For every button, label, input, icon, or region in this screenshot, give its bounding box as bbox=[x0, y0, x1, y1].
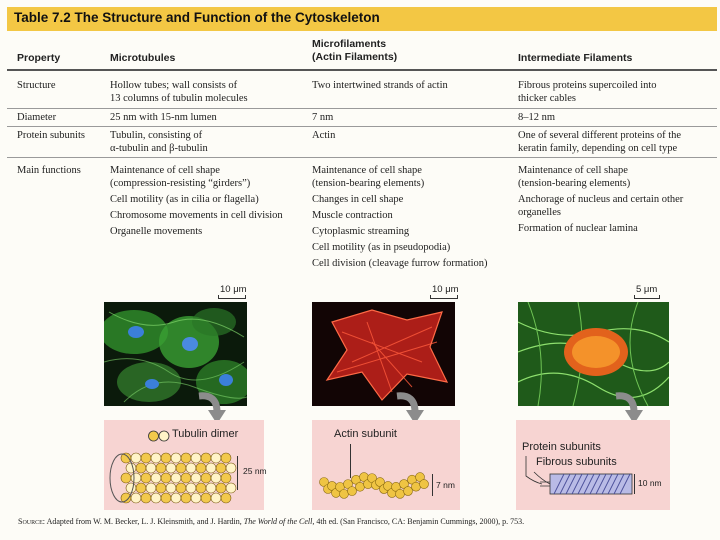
tubulin-bead bbox=[126, 463, 136, 473]
protein-subunits-label: Protein subunits bbox=[522, 441, 601, 453]
actin-bead bbox=[356, 482, 365, 491]
tubulin-bead bbox=[151, 473, 161, 483]
scale-bar-microtubules bbox=[218, 298, 246, 299]
tubulin-bead bbox=[141, 453, 151, 463]
tubulin-bead bbox=[161, 473, 171, 483]
tubulin-dimer-icon bbox=[148, 430, 170, 442]
actin-filament-illustration bbox=[318, 472, 430, 502]
source-footnote bbox=[18, 517, 524, 526]
table-title: Table 7.2 The Structure and Function of the Cytoskeleton bbox=[14, 10, 380, 25]
function-item: Chromosome movements in cell division bbox=[110, 210, 283, 221]
cell-subunits-microfilaments: Actin bbox=[312, 130, 336, 141]
microtubule-dimension-label: 25 nm bbox=[243, 466, 267, 476]
function-item: Maintenance of cell shape (tension-bearing elements) bbox=[312, 165, 425, 189]
tubulin-bead bbox=[201, 453, 211, 463]
tubulin-bead bbox=[131, 453, 141, 463]
tubulin-dimer-label: Tubulin dimer bbox=[172, 428, 239, 440]
cell-diameter-microtubules: 25 nm with 15-nm lumen bbox=[110, 112, 217, 123]
cell-subunits-intermediate: One of several different proteins of the keratin family, depending on cell type bbox=[518, 130, 682, 154]
cell-diameter-microfilaments: 7 nm bbox=[312, 112, 334, 123]
cell-subunits-microtubules: Tubulin, consisting of α-tubulin and β-tubulin bbox=[110, 130, 208, 154]
tubulin-bead bbox=[141, 473, 151, 483]
function-item: Cell motility (as in pseudopodia) bbox=[312, 242, 451, 253]
intermediate-dimension-label: 10 nm bbox=[638, 478, 662, 488]
tubulin-bead bbox=[131, 493, 141, 503]
function-item: Cytoplasmic streaming bbox=[312, 226, 410, 237]
footnote-tail: , 4th ed. (San Francisco, CA: Benjamin Cummings, 2000), p. 753. bbox=[312, 517, 525, 526]
actin-dimension-label: 7 nm bbox=[436, 480, 455, 490]
header-rule bbox=[7, 69, 717, 71]
scale-label-microtubules: 10 μm bbox=[220, 284, 247, 295]
row-label-protein-subunits: Protein subunits bbox=[17, 130, 85, 141]
tubulin-bead bbox=[136, 483, 146, 493]
tubulin-bead bbox=[216, 483, 226, 493]
tubulin-bead bbox=[191, 453, 201, 463]
tubulin-bead bbox=[181, 473, 191, 483]
row-label-diameter: Diameter bbox=[17, 112, 57, 123]
microfilament-diagram bbox=[312, 420, 460, 510]
header-microfilaments: Microfilaments (Actin Filaments) bbox=[312, 38, 398, 63]
tubulin-bead bbox=[136, 463, 146, 473]
tubulin-bead bbox=[201, 473, 211, 483]
cell-structure-microtubules: Hollow tubes; wall consists of 13 columns of tubulin molecules bbox=[110, 80, 248, 104]
actin-bead bbox=[404, 487, 413, 496]
functions-list-intermediate bbox=[518, 164, 713, 238]
microtubule-dimension-line bbox=[237, 456, 238, 490]
tubulin-bead bbox=[201, 493, 211, 503]
cell-structure-intermediate: Fibrous proteins supercoiled into thicker cables bbox=[518, 80, 657, 104]
header-property: Property bbox=[17, 52, 61, 64]
tubulin-bead bbox=[191, 473, 201, 483]
cell-structure-microfilaments: Two intertwined strands of actin bbox=[312, 80, 448, 91]
tubulin-bead bbox=[121, 473, 131, 483]
tubulin-bead bbox=[176, 463, 186, 473]
actin-bead bbox=[420, 480, 429, 489]
actin-bead bbox=[412, 482, 421, 491]
header-intermediate-filaments: Intermediate Filaments bbox=[518, 52, 633, 64]
functions-list-microfilaments bbox=[312, 164, 512, 273]
tubulin-bead bbox=[156, 463, 166, 473]
footnote-source-tag: Source: bbox=[18, 517, 46, 526]
tubulin-bead bbox=[171, 473, 181, 483]
tubulin-bead bbox=[171, 453, 181, 463]
microtubule-diagram bbox=[104, 420, 267, 510]
tubulin-bead bbox=[211, 493, 221, 503]
tubulin-bead bbox=[161, 493, 171, 503]
intermediate-dimension-line bbox=[634, 474, 635, 494]
tubulin-bead bbox=[151, 453, 161, 463]
function-item: Changes in cell shape bbox=[312, 194, 404, 205]
tubulin-bead bbox=[151, 493, 161, 503]
tubulin-bead bbox=[146, 483, 156, 493]
actin-subunit-label: Actin subunit bbox=[334, 428, 397, 440]
tubulin-bead bbox=[196, 483, 206, 493]
row-label-structure: Structure bbox=[17, 80, 56, 91]
functions-list-microtubules bbox=[110, 164, 305, 241]
tubulin-bead bbox=[131, 473, 141, 483]
tubulin-bead bbox=[181, 493, 191, 503]
function-item: Cell motility (as in cilia or flagella) bbox=[110, 194, 259, 205]
tubulin-bead bbox=[196, 463, 206, 473]
tubulin-bead bbox=[226, 483, 236, 493]
microtubule-illustration bbox=[108, 446, 238, 508]
function-item: Maintenance of cell shape (compression-resisting “girders”) bbox=[110, 165, 251, 189]
microfilaments-micrograph bbox=[312, 302, 455, 406]
row-divider bbox=[7, 126, 717, 127]
cell-diameter-intermediate: 8–12 nm bbox=[518, 112, 556, 123]
actin-bead bbox=[348, 487, 357, 496]
actin-bead bbox=[396, 489, 405, 498]
intermediate-filament-diagram bbox=[516, 420, 670, 510]
fibrous-subunits-label: Fibrous subunits bbox=[536, 456, 617, 468]
function-item: Maintenance of cell shape (tension-bearing elements) bbox=[518, 165, 631, 189]
tubulin-bead bbox=[206, 483, 216, 493]
tubulin-bead bbox=[211, 453, 221, 463]
tubulin-bead bbox=[146, 463, 156, 473]
intermediate-filament-illustration bbox=[520, 454, 640, 498]
tubulin-bead bbox=[186, 463, 196, 473]
function-item: Muscle contraction bbox=[312, 210, 393, 221]
scale-bar-intermediate bbox=[634, 298, 660, 299]
actin-bead bbox=[340, 489, 349, 498]
tubulin-bead bbox=[221, 453, 231, 463]
tubulin-bead bbox=[211, 473, 221, 483]
tubulin-bead bbox=[166, 463, 176, 473]
row-label-main-functions: Main functions bbox=[17, 165, 81, 176]
tubulin-bead bbox=[191, 493, 201, 503]
tubulin-bead bbox=[166, 483, 176, 493]
tubulin-bead bbox=[221, 473, 231, 483]
scale-bar-microfilaments bbox=[430, 298, 458, 299]
tubulin-bead bbox=[141, 493, 151, 503]
row-divider bbox=[7, 157, 717, 158]
function-item: Anchorage of nucleus and certain other organelles bbox=[518, 194, 684, 218]
tubulin-bead bbox=[171, 493, 181, 503]
tubulin-bead bbox=[126, 483, 136, 493]
tubulin-bead bbox=[156, 483, 166, 493]
tubulin-bead bbox=[206, 463, 216, 473]
actin-dimension-line bbox=[432, 474, 433, 496]
scale-label-microfilaments: 10 μm bbox=[432, 284, 459, 295]
footnote-book-title: The World of the Cell bbox=[243, 517, 313, 526]
tubulin-bead bbox=[216, 463, 226, 473]
header-microtubules: Microtubules bbox=[110, 52, 176, 64]
function-item: Formation of nuclear lamina bbox=[518, 223, 638, 234]
tubulin-bead bbox=[176, 483, 186, 493]
footnote-text: Adapted from W. M. Becker, L. J. Kleinsmith, and J. Hardin, bbox=[45, 517, 244, 526]
function-item: Cell division (cleavage furrow formation) bbox=[312, 258, 488, 269]
function-item: Organelle movements bbox=[110, 226, 203, 237]
tubulin-bead bbox=[221, 493, 231, 503]
tubulin-bead bbox=[181, 453, 191, 463]
scale-label-intermediate: 5 μm bbox=[636, 284, 658, 295]
tubulin-bead bbox=[161, 453, 171, 463]
tubulin-bead bbox=[186, 483, 196, 493]
tubulin-bead bbox=[226, 463, 236, 473]
row-divider bbox=[7, 108, 717, 109]
